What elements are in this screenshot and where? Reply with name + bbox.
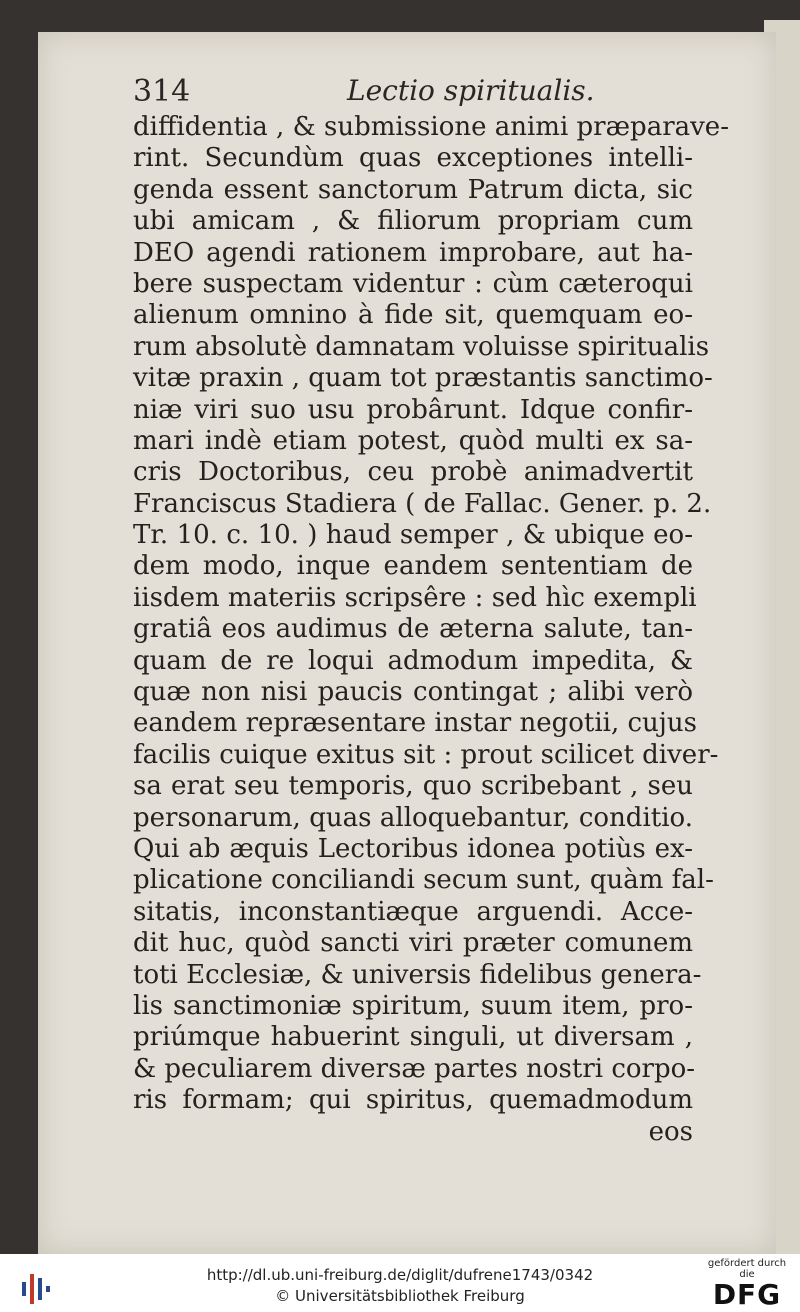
- text-line: bere suspectam videntur : cùm cæteroqui: [133, 268, 693, 299]
- text-line: Qui ab æquis Lectoribus idonea potiùs ex-: [133, 833, 693, 864]
- text-line: priúmque habuerint singuli, ut diversam ,: [133, 1022, 693, 1053]
- text-line: Tr. 10. c. 10. ) haud semper , & ubique eo-: [133, 520, 693, 551]
- text-line: plicatione conciliandi secum sunt, quàm fal-: [133, 865, 714, 896]
- text-line: sitatis, inconstantiæque arguendi. Acce-: [133, 896, 693, 927]
- text-line: niæ viri suo usu probârunt. Idque confir-: [133, 394, 693, 425]
- text-line: rum absolutè damnatam voluisse spiritualis: [133, 331, 710, 362]
- running-title: Lectio spiritualis.: [347, 74, 595, 107]
- text-line: dem modo, inque eandem sententiam de: [133, 551, 693, 582]
- text-line: dit huc, quòd sancti viri præter comunem: [133, 928, 693, 959]
- text-line: mari indè etiam potest, quòd multi ex sa-: [133, 425, 693, 456]
- text-line: cris Doctoribus, ceu probè animadvertit: [133, 457, 693, 488]
- text-line: alienum omnino à fide sit, quemquam eo-: [133, 300, 693, 331]
- text-line: rint. Secundùm quas exceptiones intelli-: [133, 143, 693, 174]
- text-line: DEO agendi rationem improbare, aut ha-: [133, 237, 693, 268]
- text-line: ris formam; qui spiritus, quemadmodum: [133, 1085, 693, 1116]
- text-line: personarum, quas alloquebantur, conditio.: [133, 802, 693, 833]
- text-line: facilis cuique exitus sit : prout scilicet diver-: [133, 739, 719, 770]
- body-text: [133, 112, 729, 1148]
- catchword: eos: [648, 1116, 693, 1147]
- page-number: 314: [133, 74, 191, 109]
- text-line: genda essent sanctorum Patrum dicta, sic: [133, 174, 693, 205]
- text-line: lis sanctimoniæ spiritum, suum item, pro-: [133, 990, 693, 1021]
- text-line: quam de re loqui admodum impedita, &: [133, 645, 693, 676]
- text-line: vitæ praxin , quam tot præstantis sanctimo-: [133, 363, 713, 394]
- text-line: gratiâ eos audimus de æterna salute, tan-: [133, 614, 693, 645]
- text-line: diffidentia , & submissione animi præparave-: [133, 112, 729, 142]
- page-header: [133, 74, 693, 114]
- footer-bar: [0, 1254, 800, 1312]
- text-line: eandem repræsentare instar negotii, cujus: [133, 708, 697, 739]
- text-line: & peculiarem diversæ partes nostri corpo-: [133, 1053, 696, 1084]
- funder-label: gefördert durch die: [707, 1258, 787, 1280]
- text-line: toti Ecclesiæ, & universis fidelibus genera-: [133, 959, 702, 990]
- text-line: quæ non nisi paucis contingat ; alibi verò: [133, 677, 693, 708]
- dfg-logo: DFG: [712, 1278, 782, 1311]
- text-line: Franciscus Stadiera ( de Fallac. Gener. p. 2.: [133, 488, 712, 519]
- permalink-url[interactable]: http://dl.ub.uni-freiburg.de/diglit/dufrene1743/0342: [206, 1266, 594, 1284]
- text-line: sa erat seu temporis, quo scribebant , seu: [133, 771, 693, 802]
- text-line: iisdem materiis scripsêre : sed hìc exempli: [133, 582, 697, 613]
- copyright-notice: © Universitätsbibliothek Freiburg: [275, 1287, 525, 1305]
- funder-badge: [702, 1258, 792, 1310]
- text-line: ubi amicam , & filiorum propriam cum: [133, 206, 693, 237]
